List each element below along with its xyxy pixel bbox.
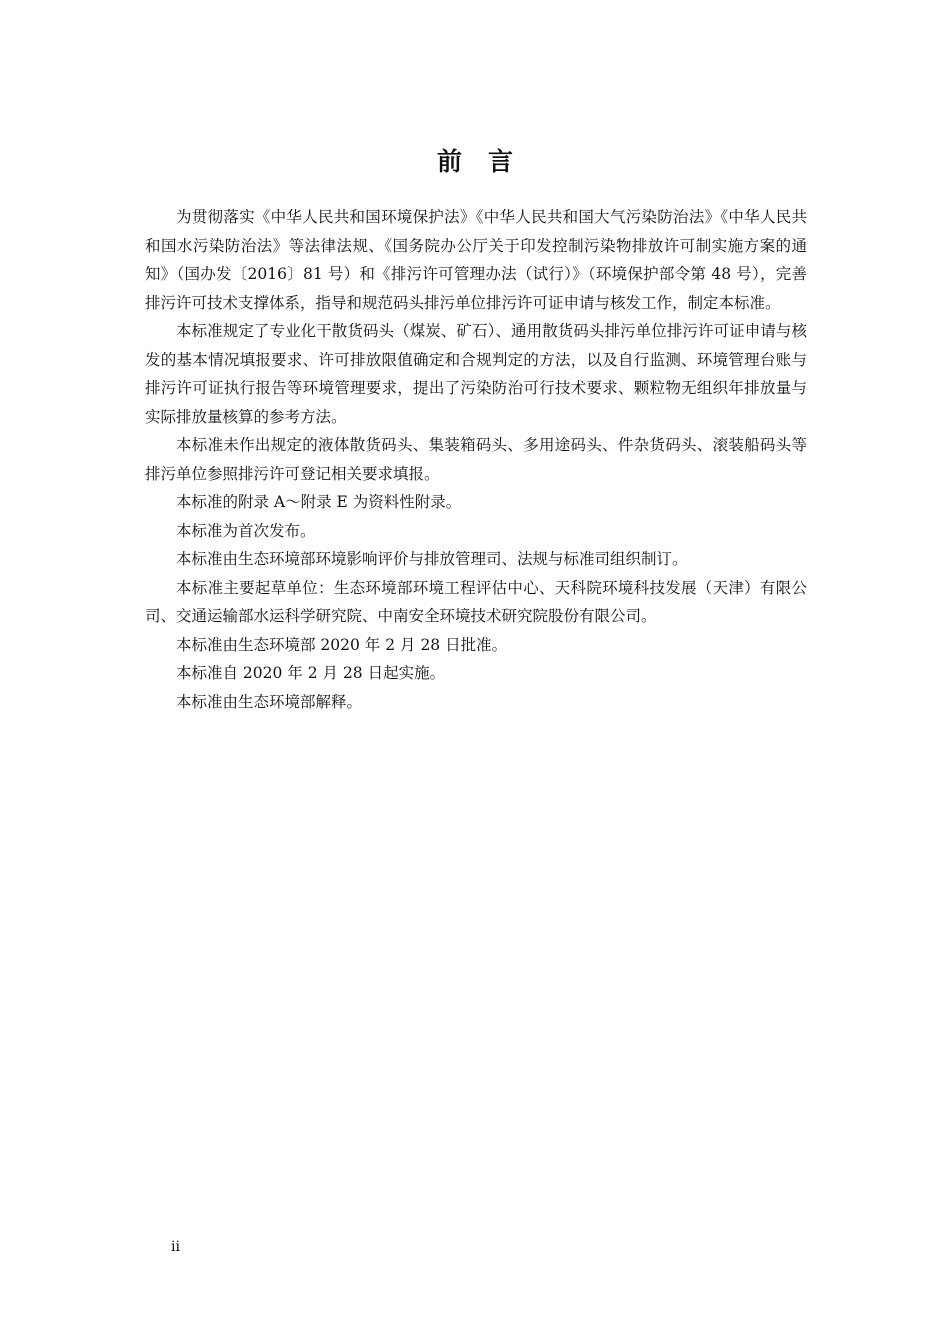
paragraph-scope: 本标准规定了专业化干散货码头（煤炭、矿石）、通用散货码头排污单位排污许可证申请与核发的基本情况填报要求、许可排放限值确定和合规判定的方法，以及自行监测、环境管理台账与排污许可证执行报告等环境管理要求，提出了污染防治可行技术要求、颗粒物无组织年排放量与实际排放量核算的参考方法。 — [145, 322, 807, 426]
paragraph-appendix: 本标准的附录 A～附录 E 为资料性附录。 — [176, 493, 462, 511]
paragraph-first-release: 本标准为首次发布。 — [176, 521, 316, 540]
page-title: 前言 — [436, 146, 539, 176]
page-number: ii — [171, 1239, 180, 1255]
paragraph-drafters: 本标准主要起草单位：生态环境部环境工程评估中心、天科院环境科技发展（天津）有限公司、交通运输部水运科学研究院、中南安全环境技术研究院股份有限公司。 — [145, 578, 807, 625]
paragraph-exclusions: 本标准未作出规定的液体散货码头、集装箱码头、多用途码头、件杂货码头、滚装船码头等排污单位参照排污许可登记相关要求填报。 — [145, 436, 807, 483]
foreword-body — [145, 203, 807, 716]
paragraph-approval-date: 本标准由生态环境部 2020 年 2 月 28 日批准。 — [176, 635, 508, 654]
paragraph-organizer: 本标准由生态环境部环境影响评价与排放管理司、法规与标准司组织制订。 — [176, 550, 688, 568]
paragraph-effective-date: 本标准自 2020 年 2 月 28 日起实施。 — [176, 664, 446, 682]
paragraph-interpretation: 本标准由生态环境部解释。 — [176, 692, 363, 711]
paragraph-purpose: 为贯彻落实《中华人民共和国环境保护法》《中华人民共和国大气污染防治法》《中华人民共和国水污染防治法》等法律法规、《国务院办公厅关于印发控制污染物排放许可制实施方案的通知》（国办发〔2016〕81 号）和《排污许可管理办法（试行）》（环境保护部令第 48 号），完善排污许可技术支撑体系，指导和规范码头排污单位排污许可证申请与核发工作，制定本标准。 — [145, 208, 807, 312]
